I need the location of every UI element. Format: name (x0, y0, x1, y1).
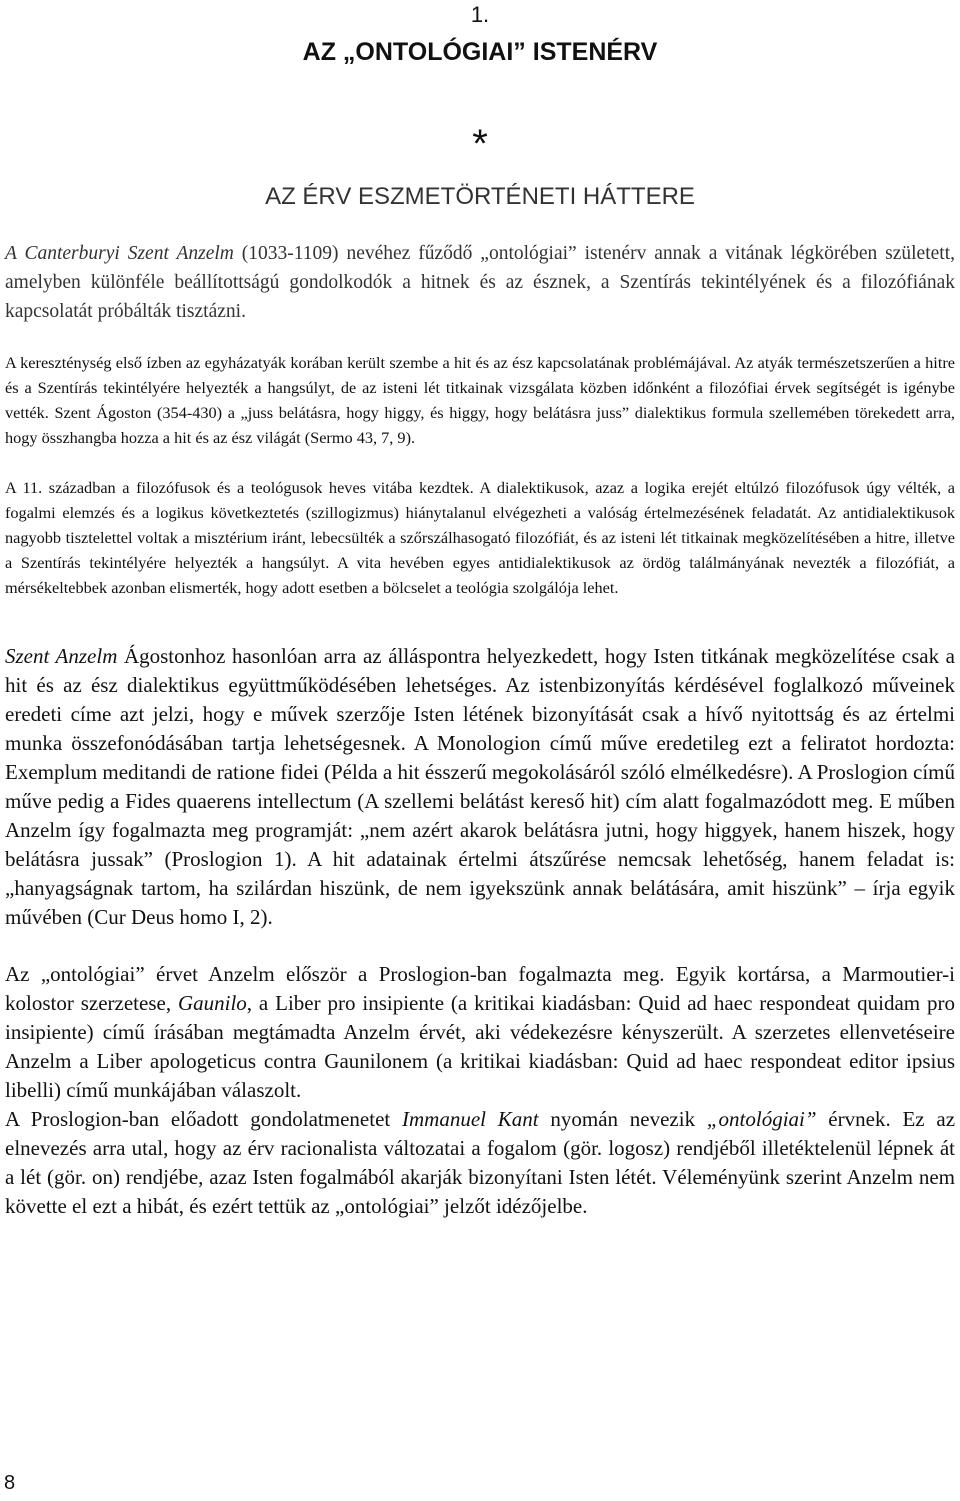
kant-name: Immanuel Kant (402, 1107, 539, 1131)
page-number: 8 (4, 1472, 16, 1494)
chapter-title: AZ „ONTOLÓGIAI” ISTENÉRV (302, 38, 658, 66)
chapter-number: 1. (470, 2, 490, 27)
paragraph-kant (5, 1105, 955, 1221)
kant-text-before: A Proslogion-ban előadott gondolatmenetet (5, 1107, 402, 1131)
section-heading: AZ ÉRV ESZMETÖRTÉNETI HÁTTERE (265, 183, 695, 210)
kant-text-middle: nyomán nevezik (538, 1107, 707, 1131)
paragraph-eleventh-century: A 11. században a filozófusok és a teológusok heves vitába kezdtek. A dialektikusok, azaz a logika erejét eltúlzó filozófusok úgy vélték, a fogalmi elemzés és a logikus következtetés (szillogizmus) hiánytalanul elvégezheti a valóság értelmezésének feladatát. Az antidialektikusok nagyobb tisztelettel voltak a misztérium iránt, lebecsülték a szőrszálhasogató filozófiát, és az isteni lét titkainak megközelítésében a hitre, illetve a Szentírás tekintélyére helyezték a hangsúlyt. A vita hevében egyes antidialektikusok az ördög találmányának nevezték a filozófiát, a mérsékeltebbek azonban elismerték, hogy adott esetben a bölcselet a teológia szolgálója lehet. (5, 478, 955, 597)
paragraph-church-fathers: A kereszténység első ízben az egyházatyák korában került szembe a hit és az ész kapcsolatának problémájával. Az atyák természetszerűen a hitre és a Szentírás tekintélyére helyezték a hangsúlyt, de az isteni lét titkainak vizsgálata közben időnként a filozófiai érvek segítségét is igénybe vették. Szent Ágoston (354-430) a „juss belátásra, hogy higgy, és higgy, hogy belátásra juss” dialektikus formula szellemében törekedett arra, hogy összhangba hozza a hit és az ész világát (Sermo 43, 7, 9). (5, 353, 955, 447)
gaunilo-name: Gaunilo (177, 991, 247, 1015)
paragraph-intro (5, 239, 955, 326)
paragraph-anzelm-position (5, 642, 955, 932)
gaunilo-text-before: Az „ontológiai” érvet Anzelm először a Proslogion-ban fogalmazta meg. Egyik kortársa, a Marmoutier-i kolostor szerzetese, (5, 962, 955, 1015)
gaunilo-text-after: , a Liber pro insipiente (a kritikai kiadásban: Quid ad haec respondeat quidam pro insipiente) című írásában megtámadta Anzelm érvét, aki védekezésre kényszerült. A szerzetes ellenvetéseire Anzelm a Liber apologeticus contra Gaunilonem (a kritikai kiadásban: Quid ad haec respondeat editor ipsius libelli) című munkájában válaszolt. (5, 991, 955, 1102)
intro-text: (1033-1109) nevéhez fűződő „ontológiai” istenérv annak a vitának légkörében született, amelyben különféle beállítottságú gondolkodók a hitnek és az észnek, a Szentírás tekintélyének és a filozófiának kapcsolatát próbálták tisztázni. (5, 243, 955, 322)
ontological-term: „ontológiai” (706, 1107, 817, 1131)
intro-name: A Canterburyi Szent Anzelm (5, 243, 234, 264)
anzelm-name: Szent Anzelm (5, 644, 118, 668)
kant-text-after: érvnek. Ez az elnevezés arra utal, hogy az érv racionalista változatai a fogalom (gör. logosz) rendjéből illetéktelenül lépnek át a lét (gör. on) rendjébe, azaz Isten fogalmából akarják bizonyítani Isten létét. Véleményünk szerint Anzelm nem követte el ezt a hibát, és ezért tettük az „ontológiai” jelzőt idézőjelbe. (5, 1107, 956, 1218)
paragraph-gaunilo (5, 960, 955, 1105)
section-divider-asterisk: * (472, 122, 488, 166)
anzelm-text: Ágostonhoz hasonlóan arra az álláspontra helyezkedett, hogy Isten titkának megközelítése csak a hit és az ész dialektikus együttműködésében lehetséges. Az istenbizonyítás kérdésével foglalkozó műveinek eredeti címe azt jelzi, hogy e művek szerzője Isten létének bizonyítását csak a hívő nyitottság és az értelmi munka összefonódásában tartja lehetségesnek. A Monologion című műve eredetileg ezt a feliratot hordozta: Exemplum meditandi de ratione fidei (Példa a hit ésszerű megokolásáról szóló elmélkedésre). A Proslogion című műve pedig a Fides quaerens intellectum (A szellemi belátást kereső hit) cím alatt fogalmazódott meg. E műben Anzelm így fogalmazta meg programját: „nem azért akarok belátásra jutni, hogy higgyek, hanem hiszek, hogy belátásra jussak” (Proslogion 1). A hit adatainak értelmi átszűrése nemcsak lehetőség, hanem feladat is: „hanyagságnak tartom, ha szilárdan hiszünk, de nem igyekszünk annak belátására, amit hiszünk” – írja egyik művében (Cur Deus homo I, 2). (5, 644, 956, 929)
